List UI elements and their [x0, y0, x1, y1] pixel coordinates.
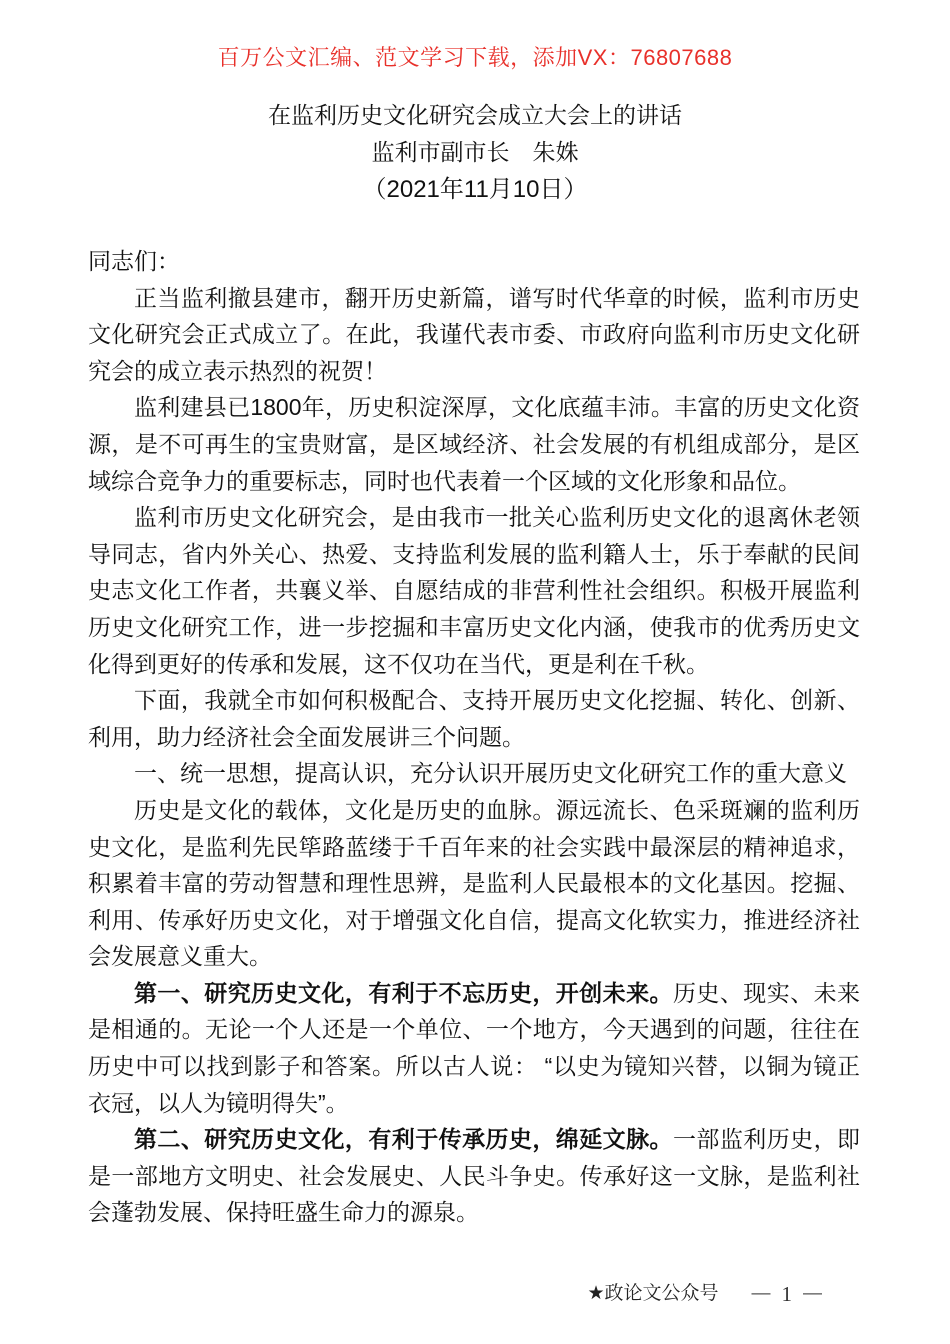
promo-banner: 百万公文汇编、范文学习下载，添加VX：76807688 — [217, 45, 733, 70]
page-number-dash-left: — — [751, 1283, 771, 1304]
paragraph: 下面，我就全市如何积极配合、支持开展历史文化挖掘、转化、创新、利用，助力经济社会全面发展讲三个问题。 — [88, 687, 860, 750]
paragraph-text: 一部监利历史，即是一部地方文明史、社会发展史、人民斗争史。传承好这一文脉，是监利社会蓬勃发展、保持旺盛生命力的源泉。 — [88, 1126, 861, 1226]
star-icon: ★ — [587, 1283, 605, 1304]
footer-account-label: 政论文公众号 — [604, 1283, 719, 1304]
page-number-group — [741, 1283, 834, 1305]
paragraph — [88, 975, 860, 1121]
page-number: 1 — [781, 1282, 792, 1306]
paragraph-bold-lead: 第一、研究历史文化，有利于不忘历史，开创未来。 — [134, 979, 673, 1006]
paragraph: 正当监利撤县建市，翻开历史新篇，谱写时代华章的时候，监利市历史文化研究会正式成立了。在此，我谨代表市委、市政府向监利市历史文化研究会的成立表示热烈的祝贺！ — [88, 284, 860, 384]
section-heading: 一、统一思想，提高认识，充分认识开展历史文化研究工作的重大意义 — [134, 760, 847, 787]
paragraph-text: 历史、现实、未来是相通的。无论一个人还是一个单位、一个地方，今天遇到的问题，往往在历史中可以找到影子和答案。所以古人说： “以史为镜知兴替，以铜为镜正衣冠，以人为镜明得失”。 — [88, 979, 861, 1116]
footer-account — [587, 1283, 718, 1305]
paragraph-bold-lead: 第二、研究历史文化，有利于传承历史，绵延文脉。 — [134, 1126, 673, 1153]
salutation: 同志们： — [88, 248, 180, 274]
paragraph: 监利市历史文化研究会，是由我市一批关心监利历史文化的退离休老领导同志，省内外关心、热爱、支持监利发展的监利籍人士，乐于奉献的民间史志文化工作者，共襄义举、自愿结成的非营利性社会组织。积极开展监利历史文化研究工作，进一步挖掘和丰富历史文化内涵，使我市的优秀历史文化得到更好的传承和发展，这不仅功在当代，更是利在千秋。 — [88, 504, 860, 677]
date-line: （2021年11月10日） — [362, 176, 588, 203]
paragraph: 历史是文化的载体，文化是历史的血脉。源远流长、色采斑斓的监利历史文化，是监利先民筚路蓝缕于千百年来的社会实践中最深层的精神追求，积累着丰富的劳动智慧和理性思辨，是监利人民最根本的文化基因。挖掘、利用、传承好历史文化，对于增强文化自信，提高文化软实力，推进经济社会发展意义重大。 — [88, 796, 860, 970]
title-block — [0, 97, 950, 209]
author-line: 监利市副市长 朱姝 — [371, 139, 579, 165]
page-footer — [587, 1283, 833, 1305]
document-body — [0, 243, 950, 1231]
paragraph — [88, 1121, 860, 1231]
document-title: 在监利历史文化研究会成立大会上的讲话 — [268, 102, 682, 128]
paragraph: 监利建县已1800年，历史积淀深厚，文化底蕴丰沛。丰富的历史文化资源，是不可再生的宝贵财富，是区域经济、社会发展的有机组成部分，是区域综合竞争力的重要标志，同时也代表着一个区域的文化形象和品位。 — [88, 394, 860, 494]
page-number-dash-right: — — [803, 1283, 822, 1304]
